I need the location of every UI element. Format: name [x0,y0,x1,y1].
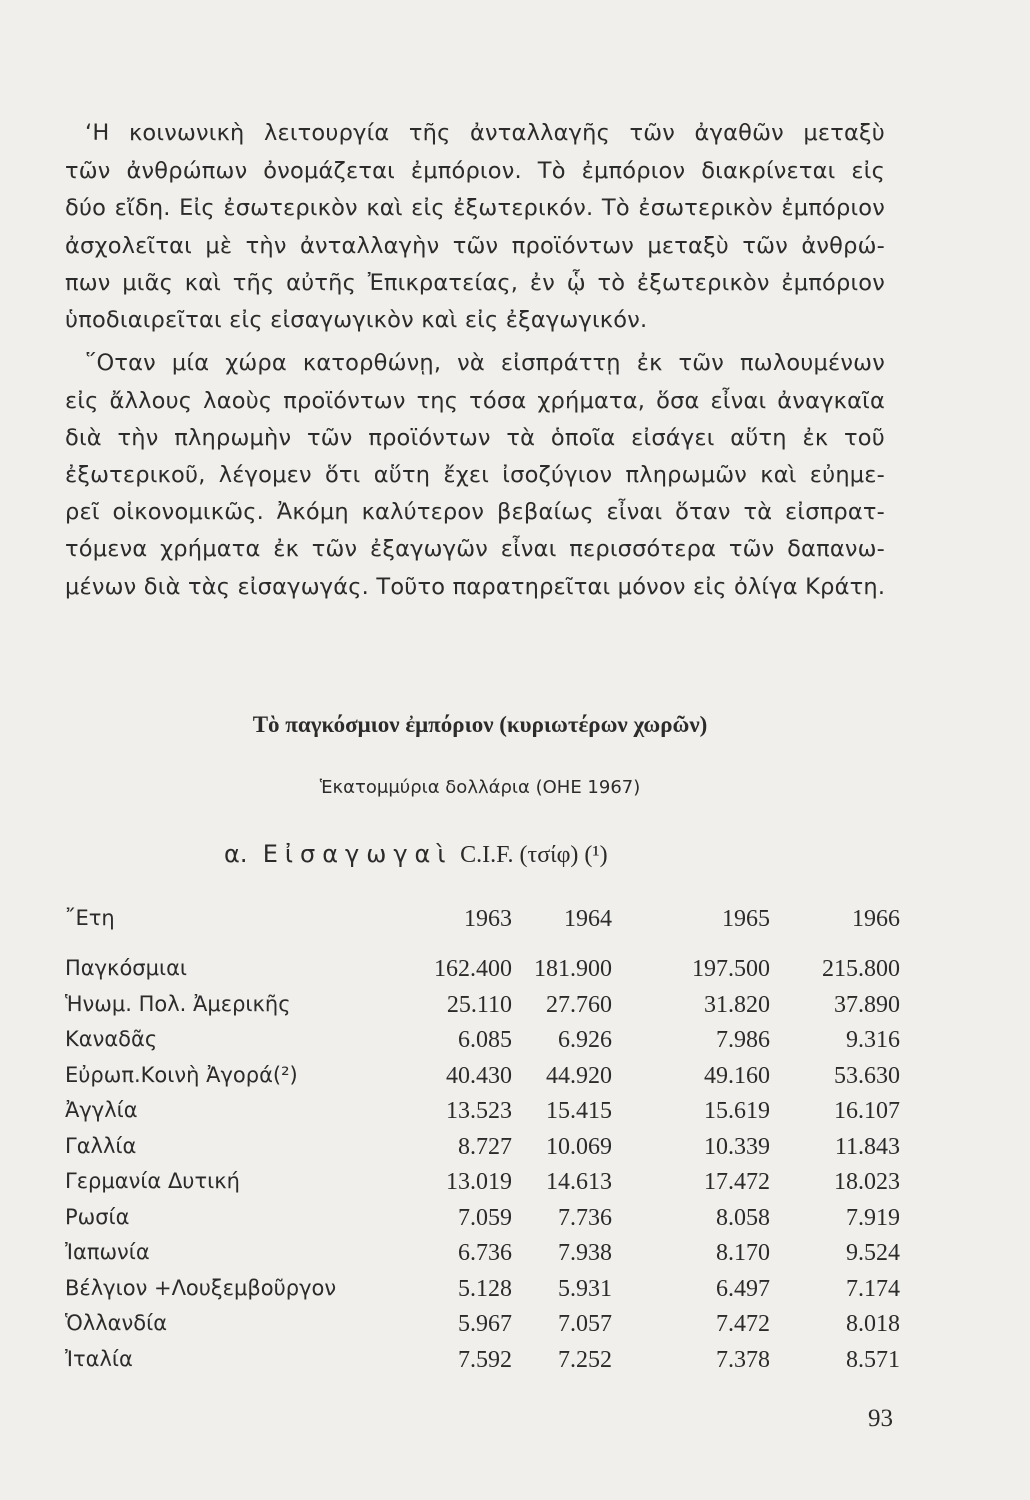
cell-value: 27.760 [546,991,612,1018]
row-label: Ὁλλανδία [65,1311,168,1335]
row-label: Ἡνωμ. Πολ. Ἀμερικῆς [65,991,291,1016]
cell-value: 10.069 [546,1133,612,1160]
cell-value: 1964 [564,906,612,932]
page-number: 93 [868,1405,893,1432]
section-rest: C.I.F. (τσίφ) (¹) [460,842,608,868]
table-row [65,1134,905,1168]
row-label: Ἀγγλία [65,1098,138,1122]
cell-value: 10.339 [704,1133,770,1160]
cell-value: 7.736 [558,1204,612,1231]
cell-value: 6.926 [558,1027,612,1053]
table-row [65,1027,905,1061]
cell-value: 9.524 [846,1240,900,1266]
cell-value: 15.415 [546,1098,612,1124]
row-label: ῎Ετη [65,906,115,930]
table-subtitle: Ἑκατομμύρια δολλάρια (ΟΗΕ 1967) [319,777,641,798]
text-line: μένων διὰ τὰς εἰσαγωγάς. Τοῦτο παρατηρεῖται μόνον εἰς ὀλίγα Κράτη. [65,574,886,600]
cell-value: 1965 [722,906,770,932]
cell-value: 7.057 [558,1311,612,1337]
cell-value: 1963 [464,906,512,932]
table-row [65,1347,905,1381]
table-row [65,992,905,1026]
row-label: Ἰαπωνία [65,1240,150,1264]
table-row [65,956,905,990]
cell-value: 6.085 [458,1027,512,1053]
cell-value: 6.497 [716,1275,770,1302]
cell-value: 11.843 [834,1133,900,1160]
section-prefix: α. [224,840,248,868]
cell-value: 6.736 [458,1240,512,1266]
cell-value: 44.920 [546,1062,612,1089]
cell-value: 7.174 [846,1275,900,1302]
cell-value: 7.592 [458,1346,512,1373]
cell-value: 7.986 [716,1027,770,1053]
cell-value: 7.919 [846,1204,900,1231]
table-row [65,1240,905,1274]
cell-value: 13.523 [446,1098,512,1124]
text-line: τόμενα χρήματα ἐκ τῶν ἐξαγωγῶν εἶναι περισσότερα τῶν δαπανω- [65,536,885,562]
cell-value: 7.059 [458,1204,512,1231]
cell-value: 9.316 [846,1027,900,1053]
table-title: Τὸ παγκόσμιον ἐμπόριον (κυριωτέρων χωρῶν) [252,712,708,737]
text-line: ἀσχολεῖται μὲ τὴν ἀνταλλαγὴν τῶν προϊόντων μεταξὺ τῶν ἀνθρώ- [65,233,885,259]
cell-value: 7.378 [716,1346,770,1373]
cell-value: 8.058 [716,1204,770,1231]
table-row [65,1098,905,1132]
cell-value: 8.571 [846,1346,900,1373]
cell-value: 181.900 [534,956,612,982]
cell-value: 13.019 [446,1169,512,1195]
text-line: ῞Οταν μία χώρα κατορθώνῃ, νὰ εἰσπράττῃ ἐκ τῶν πωλουμένων [85,350,885,376]
table-row [65,906,905,940]
table-row [65,1169,905,1203]
cell-value: 197.500 [692,956,770,982]
row-label: Καναδᾶς [65,1027,158,1051]
cell-value: 17.472 [704,1169,770,1195]
text-line: τῶν ἀνθρώπων ὀνομάζεται ἐμπόριον. Τὸ ἐμπόριον διακρίνεται εἰς [65,158,885,184]
cell-value: 14.613 [546,1169,612,1195]
cell-value: 215.800 [822,956,900,982]
row-label: Γαλλία [65,1133,137,1158]
cell-value: 49.160 [704,1062,770,1089]
cell-value: 5.967 [458,1311,512,1337]
cell-value: 40.430 [446,1062,512,1089]
text-line: ‘Η κοινωνικὴ λειτουργία τῆς ἀνταλλαγῆς τῶν ἀγαθῶν μεταξὺ [85,120,885,146]
text-line: ρεῖ οἰκονομικῶς. Ἀκόμη καλύτερον βεβαίως εἶναι ὅταν τὰ εἰσπρατ- [65,499,885,525]
cell-value: 25.110 [446,991,512,1018]
cell-value: 8.727 [458,1133,512,1160]
text-line: πων μιᾶς καὶ τῆς αὐτῆς Ἐπικρατείας, ἐν ᾧ τὸ ἐξωτερικὸν ἐμπόριον [65,270,885,296]
cell-value: 162.400 [434,956,512,982]
cell-value: 7.472 [716,1311,770,1337]
cell-value: 37.890 [834,991,900,1018]
cell-value: 18.023 [834,1169,900,1195]
row-label: Ἰταλία [65,1346,133,1371]
text-line: διὰ τὴν πληρωμὴν τῶν προϊόντων τὰ ὁποῖα εἰσάγει αὕτη ἐκ τοῦ [65,425,885,451]
cell-value: 16.107 [834,1098,900,1124]
cell-value: 1966 [852,906,900,932]
cell-value: 31.820 [704,991,770,1018]
row-label: Παγκόσμιαι [65,956,188,980]
text-line: εἰς ἄλλους λαοὺς προϊόντων της τόσα χρήματα, ὅσα εἶναι ἀναγκαῖα [65,388,885,414]
section-heading [224,840,608,869]
cell-value: 15.619 [704,1098,770,1124]
cell-value: 7.252 [558,1346,612,1373]
text-line: ἐξωτερικοῦ, λέγομεν ὅτι αὕτη ἔχει ἰσοζύγιον πληρωμῶν καὶ εὐημε- [65,462,885,488]
row-label: Βέλγιον +Λουξεμβοῦργον [65,1275,337,1300]
cell-value: 53.630 [834,1062,900,1089]
text-line: ὑποδιαιρεῖται εἰς εἰσαγωγικὸν καὶ εἰς ἐξαγωγικόν. [65,307,648,333]
text-line: δύο εἴδη. Εἰς ἐσωτερικὸν καὶ εἰς ἐξωτερικόν. Τὸ ἐσωτερικὸν ἐμπόριον [65,195,885,221]
section-word: Εἰσαγωγαὶ [262,840,453,868]
table-row [65,1205,905,1239]
table-row [65,1311,905,1345]
row-label: Γερμανία Δυτική [65,1169,240,1193]
cell-value: 5.128 [458,1275,512,1302]
cell-value: 7.938 [558,1240,612,1266]
row-label: Εὐρωπ.Κοινὴ Ἀγορά(²) [65,1062,298,1087]
row-label: Ρωσία [65,1204,130,1229]
cell-value: 8.018 [846,1311,900,1337]
table-row [65,1063,905,1097]
cell-value: 5.931 [558,1275,612,1302]
cell-value: 8.170 [716,1240,770,1266]
table-row [65,1276,905,1310]
